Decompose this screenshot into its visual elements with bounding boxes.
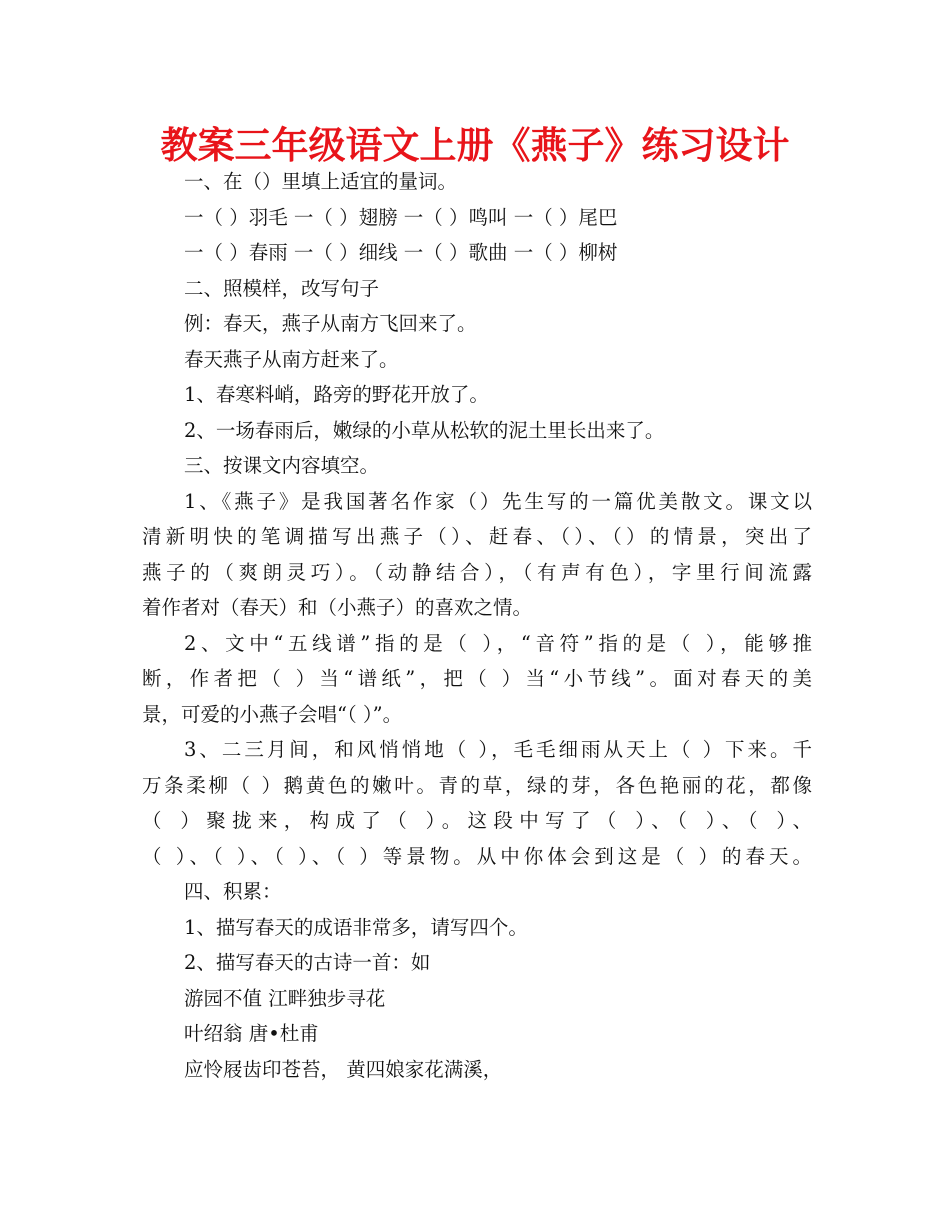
fill-item-3-line-3: （ ）聚拢来，构成了（ ）。这段中写了（ ）、（ ）、（ ）、 (142, 809, 812, 832)
fill-item-3-line-4: （ ）、（ ）、（ ）、（ ）等景物。从中你体会到这是（ ）的春天。 (142, 844, 812, 868)
fill-item-3-line-2: 万条柔柳（ ）鹅黄色的嫩叶。青的草，绿的芽，各色艳丽的花，都像 (142, 773, 812, 797)
accumulate-item-2: 2、描写春天的古诗一首：如 (184, 951, 431, 974)
fill-item-1-line-4: 着作者对（春天）和（小燕子）的喜欢之情。 (142, 596, 533, 619)
poem-authors: 叶绍翁 唐•杜甫 (184, 1022, 319, 1045)
example-rewrite: 春天燕子从南方赶来了。 (184, 347, 399, 371)
measure-word-row-2: 一（ ）春雨 一（ ）细线 一（ ）歌曲 一（ ）柳树 (184, 241, 618, 264)
document-body (142, 164, 812, 1087)
section-heading-fill-blanks: 三、按课文内容填空。 (184, 454, 380, 477)
poem-first-lines: 应怜屐齿印苍苔， 黄四娘家花满溪， (184, 1057, 503, 1081)
fill-item-1-line-1: 1、《燕子》是我国著名作家（）先生写的一篇优美散文。课文以 (184, 489, 812, 513)
section-heading-accumulate: 四、积累： (184, 880, 282, 903)
fill-item-1-line-2: 清新明快的笔调描写出燕子（）、赶春、（）、（）的情景，突出了 (142, 525, 812, 548)
fill-item-2-line-2: 断，作者把（ ）当“谱纸”，把（ ）当“小节线”。面对春天的美 (142, 667, 812, 690)
rewrite-item-2: 2、一场春雨后，嫩绿的小草从松软的泥土里长出来了。 (184, 418, 665, 442)
fill-item-2-line-3: 景，可爱的小燕子会唱“（ ）”。 (142, 702, 403, 726)
fill-item-1-line-3: 燕子的（爽朗灵巧）。（动静结合），（有声有色），字里行间流露 (142, 560, 812, 584)
fill-item-3-line-1: 3、二三月间，和风悄悄地（ ），毛毛细雨从天上（ ）下来。千 (184, 738, 812, 761)
fill-item-2-line-1: 2、文中“五线谱”指的是（ ），“音符”指的是（ ），能够推 (184, 631, 812, 655)
section-heading-rewrite: 二、照模样，改写句子 (184, 276, 380, 300)
rewrite-item-1: 1、春寒料峭，路旁的野花开放了。 (184, 383, 489, 406)
poem-titles: 游园不值 江畔独步寻花 (184, 986, 386, 1010)
measure-word-row-1: 一（ ）羽毛 一（ ）翅膀 一（ ）鸣叫 一（ ）尾巴 (184, 205, 618, 229)
section-heading-measure-words: 一、在（）里填上适宜的量词。 (184, 170, 458, 193)
example-sentence: 例：春天，燕子从南方飞回来了。 (184, 312, 477, 335)
document-title: 教案三年级语文上册《燕子》练习设计 (160, 124, 790, 167)
accumulate-item-1: 1、描写春天的成语非常多，请写四个。 (184, 915, 528, 939)
